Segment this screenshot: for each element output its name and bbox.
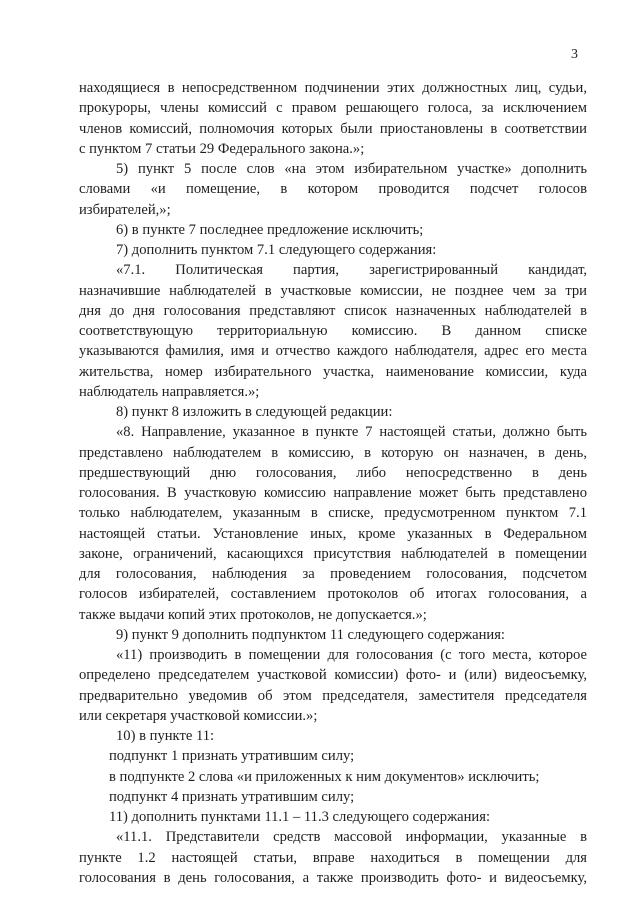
text-line: 11) дополнить пунктами 11.1 – 11.3 следующего содержания: <box>109 809 491 825</box>
text-line: с пунктом 7 статьи 29 Федерального закона.»; <box>79 140 365 157</box>
text-line: 9) пункт 9 дополнить подпунктом 11 следующего содержания: <box>116 626 505 643</box>
text-line: или секретаря участковой комиссии.»; <box>79 707 318 724</box>
text-line: также выдачи копий этих протоколов, не допускается.»; <box>79 606 427 623</box>
text-line: 7) дополнить пунктом 7.1 следующего содержания: <box>116 242 437 258</box>
text-line: 10) в пункте 11: <box>116 728 215 744</box>
text-line: для голосования, наблюдения за проведением голосования, подсчетом <box>79 566 587 582</box>
text-line: в подпункте 2 слова «и приложенных к ним документов» исключить; <box>109 768 540 785</box>
text-line: избирателей,»; <box>79 201 171 218</box>
text-line: подпункт 4 признать утратившим силу; <box>109 788 355 805</box>
text-line: «7.1. Политическая партия, зарегистрированный кандидат, <box>116 262 587 279</box>
text-line: голосования в день голосования, а также производить фото- и видеосъемку, <box>79 869 587 886</box>
text-line: 8) пункт 8 изложить в следующей редакции: <box>116 404 393 420</box>
text-line: «11) производить в помещении для голосования (с того места, которое <box>116 647 587 663</box>
text-line: представлено наблюдателем в комиссию, в которую он назначен, в день, <box>79 444 587 461</box>
text-line: предварительно уведомив об этом председателя, заместителя председателя <box>79 687 587 704</box>
text-line: законе, ограничений, касающихся присутствия наблюдателей в помещении <box>79 545 587 562</box>
body-text <box>79 78 587 888</box>
text-line: соответствующую территориальную комиссию. В данном списке <box>79 323 587 339</box>
text-line: настоящей статьи. Установление иных, кроме указанных в Федеральном <box>79 525 587 542</box>
text-line: предшествующий дню голосования, либо непосредственно в день <box>79 464 587 481</box>
text-line: только наблюдателем, указанным в списке, предусмотренном пунктом 7.1 <box>79 505 587 522</box>
text-line: дня до дня голосования представляют список назначенных наблюдателей в <box>79 302 587 319</box>
text-line: 6) в пункте 7 последнее предложение исключить; <box>116 221 424 238</box>
text-line: прокуроры, члены комиссий с правом решающего голоса, за исключением <box>79 100 587 117</box>
text-line: 5) пункт 5 после слов «на этом избирательном участке» дополнить <box>116 161 587 177</box>
text-line: «11.1. Представители средств массовой информации, указанные в <box>116 829 587 846</box>
text-line: голосов избирателей, составлением протоколов об итогах голосования, а <box>79 586 587 603</box>
text-line: жительства, номер избирательного участка, наименование комиссии, куда <box>79 363 587 380</box>
text-line: «8. Направление, указанное в пункте 7 настоящей статьи, должно быть <box>116 424 587 441</box>
text-line: подпункт 1 признать утратившим силу; <box>109 748 355 765</box>
text-line: членов комиссий, полномочия которых были приостановлены в соответствии <box>79 120 587 137</box>
text-line: указываются фамилия, имя и отчество каждого наблюдателя, адрес его места <box>79 343 587 360</box>
text-line: пункте 1.2 настоящей статьи, вправе находиться в помещении для <box>79 849 587 866</box>
text-line: определено председателем участковой комиссии) фото- и (или) видеосъемку, <box>79 667 587 684</box>
text-line: находящиеся в непосредственном подчинении этих должностных лиц, судьи, <box>79 80 587 96</box>
page-number: 3 <box>571 47 578 62</box>
text-line: назначившие наблюдателей в участковые комиссии, не позднее чем за три <box>79 282 587 299</box>
text-line: словами «и помещение, в котором проводится подсчет голосов <box>79 181 587 198</box>
text-line: наблюдатель направляется.»; <box>79 383 260 400</box>
text-line: голосования. В участковую комиссию направление может быть представлено <box>79 485 587 501</box>
